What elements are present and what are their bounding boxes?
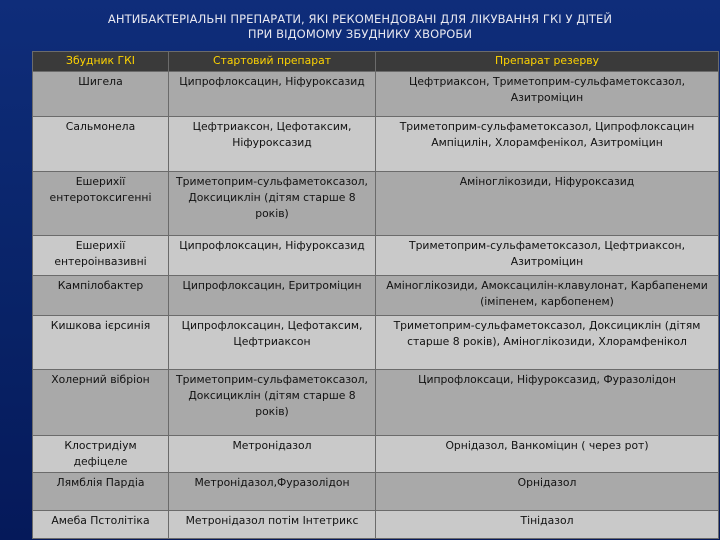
table-row [33, 276, 719, 316]
reserve-drug-cell: Орнідазол [376, 473, 719, 511]
reserve-drug-cell: Ципрофлоксаци, Ніфуроксазид, Фуразолідон [376, 370, 719, 436]
table-header-row [33, 52, 719, 72]
starting-drug-cell: Метронідазол [169, 436, 376, 473]
reserve-drug-cell: Аміноглікозиди, Ніфуроксазид [376, 172, 719, 236]
title-line-2: ПРИ ВІДОМОМУ ЗБУДНИКУ ХВОРОБИ [247, 27, 473, 41]
pathogen-cell: Лямблія Пардіа [33, 473, 169, 511]
table-row [33, 172, 719, 236]
pathogen-cell: Холерний вібріон [33, 370, 169, 436]
title-line-1: АНТИБАКТЕРІАЛЬНІ ПРЕПАРАТИ, ЯКІ РЕКОМЕНДОВАНІ ДЛЯ ЛІКУВАННЯ ГКІ У ДІТЕЙ [107, 12, 613, 26]
starting-drug-cell: Цефтриаксон, Цефотаксим, Ніфуроксазид [169, 117, 376, 172]
header-pathogen: Збудник ГКІ [33, 52, 169, 72]
table-row [33, 117, 719, 172]
reserve-drug-cell: Триметоприм-сульфаметоксазол, Цефтриаксон, Азитроміцин [376, 236, 719, 276]
pathogen-cell: Ешерихії ентеротоксигенні [33, 172, 169, 236]
starting-drug-cell: Ципрофлоксацин, Еритроміцин [169, 276, 376, 316]
pathogen-cell: Амеба Пстолітіка [33, 511, 169, 539]
starting-drug-cell: Метронідазол потім Інтетрикс [169, 511, 376, 539]
table-row [33, 316, 719, 370]
table-row [33, 236, 719, 276]
table-row [33, 473, 719, 511]
starting-drug-cell: Триметоприм-сульфаметоксазол, Доксициклін (дітям старше 8 років) [169, 172, 376, 236]
starting-drug-cell: Триметоприм-сульфаметоксазол, Доксициклін (дітям старше 8 років) [169, 370, 376, 436]
starting-drug-cell: Ципрофлоксацин, Ніфуроксазид [169, 72, 376, 117]
table-row [33, 511, 719, 539]
table-row [33, 436, 719, 473]
antibacterial-table [32, 51, 719, 539]
pathogen-cell: Кампілобактер [33, 276, 169, 316]
pathogen-cell: Ешерихії ентероінвазивні [33, 236, 169, 276]
header-starting-drug: Стартовий препарат [169, 52, 376, 72]
starting-drug-cell: Ципрофлоксацин, Ніфуроксазид [169, 236, 376, 276]
reserve-drug-cell: Триметоприм-сульфаметоксазол, Доксициклін (дітям старше 8 років), Аміноглікозиди, Хлорамфенікол [376, 316, 719, 370]
slide-title [70, 12, 650, 42]
starting-drug-cell: Метронідазол,Фуразолідон [169, 473, 376, 511]
starting-drug-cell: Ципрофлоксацин, Цефотаксим, Цефтриаксон [169, 316, 376, 370]
header-reserve-drug: Препарат резерву [376, 52, 719, 72]
reserve-drug-cell: Цефтриаксон, Триметоприм-сульфаметоксазол, Азитроміцин [376, 72, 719, 117]
reserve-drug-cell: Тінідазол [376, 511, 719, 539]
table-row [33, 72, 719, 117]
reserve-drug-cell: Триметоприм-сульфаметоксазол, Ципрофлоксацин Ампіцилін, Хлорамфенікол, Азитроміцин [376, 117, 719, 172]
pathogen-cell: Сальмонела [33, 117, 169, 172]
table-row [33, 370, 719, 436]
pathogen-cell: Шигела [33, 72, 169, 117]
reserve-drug-cell: Орнідазол, Ванкоміцин ( через рот) [376, 436, 719, 473]
pathogen-cell: Клостридіум дефіцеле [33, 436, 169, 473]
pathogen-cell: Кишкова ієрсинія [33, 316, 169, 370]
reserve-drug-cell: Аміноглікозиди, Амоксацилін-клавулонат, Карбапенеми (іміпенем, карбопенем) [376, 276, 719, 316]
